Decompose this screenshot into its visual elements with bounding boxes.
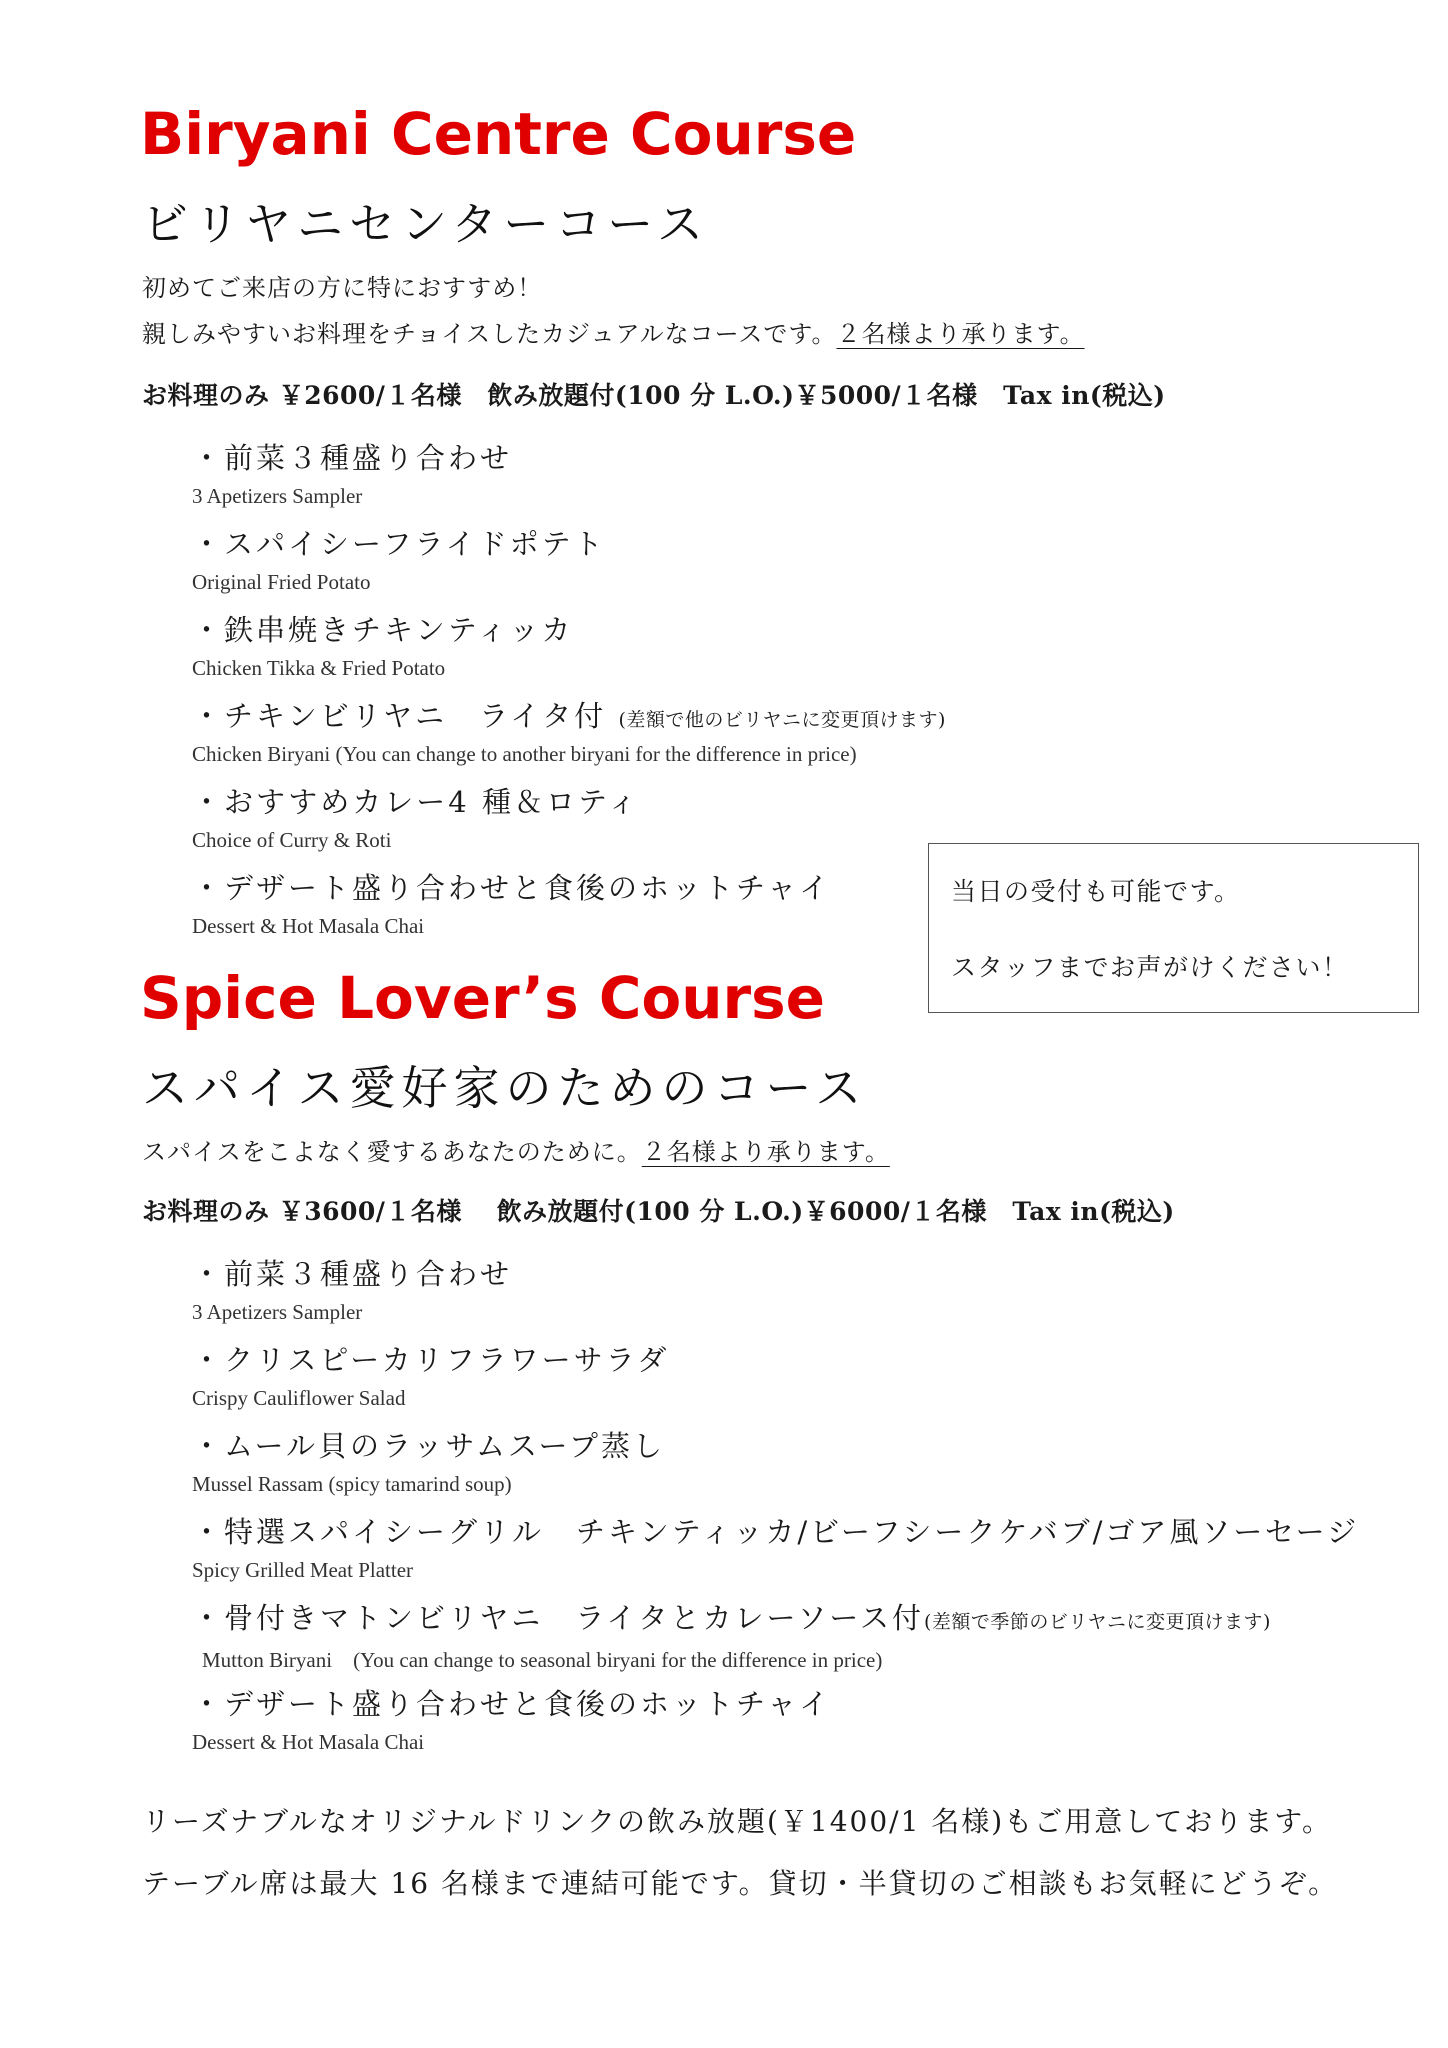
course2-item-jp: ・クリスピーカリフラワーサラダ xyxy=(192,1343,670,1377)
course1-item-en: Choice of Curry & Roti xyxy=(192,828,392,852)
course1-title-en: Biryani Centre Course xyxy=(140,100,857,168)
course1-intro-text: 親しみやすいお料理をチョイスしたカジュアルなコースです。 xyxy=(142,320,837,348)
course2-item-en: Mussel Rassam (spicy tamarind soup) xyxy=(192,1472,512,1496)
notice-line1: 当日の受付も可能です。 xyxy=(951,877,1241,906)
course1-item-note: (差額で他のビリヤニに変更頂けます) xyxy=(618,709,946,731)
course1-intro-min: ２名様より承ります。 xyxy=(836,320,1085,348)
footer-line2: テーブル席は最大 16 名様まで連結可能です。貸切・半貸切のご相談もお気軽にどうぞ。 xyxy=(142,1867,1339,1900)
course2-item-jp: ・前菜３種盛り合わせ xyxy=(192,1257,513,1291)
course1-item-en: 3 Apetizers Sampler xyxy=(192,484,363,508)
course2-item-name: ・骨付きマトンビリヤニ ライタとカレーソース付 xyxy=(192,1601,924,1635)
course2-item-en: 3 Apetizers Sampler xyxy=(192,1300,363,1324)
footer-line1: リーズナブルなオリジナルドリンクの飲み放題(￥1400/1 名様)もご用意しております。 xyxy=(142,1805,1332,1838)
course1-item-jp: ・前菜３種盛り合わせ xyxy=(192,441,513,475)
course1-item-jp: ・スパイシーフライドポテト xyxy=(192,527,606,561)
course1-item-jp: ・鉄串焼きチキンティッカ xyxy=(192,613,574,647)
course1-intro-line1: 初めてご来店の方に特におすすめ！ xyxy=(142,274,543,302)
course2-item-en: Spicy Grilled Meat Platter xyxy=(192,1558,414,1582)
course1-item-name: ・チキンビリヤニ ライタ付 xyxy=(192,699,607,733)
course2-item-en: Crispy Cauliflower Salad xyxy=(192,1386,406,1410)
course2-item-en: Dessert & Hot Masala Chai xyxy=(192,1730,425,1754)
course2-item-jp xyxy=(192,1596,1271,1637)
course1-item-en: Chicken Tikka & Fried Potato xyxy=(192,656,446,680)
course2-intro-line1 xyxy=(142,1132,890,1167)
course2-title-en: Spice Lover’s Course xyxy=(140,964,825,1032)
course1-title-jp: ビリヤニセンターコース xyxy=(142,197,709,251)
course1-intro-line2 xyxy=(142,314,1085,349)
course1-item-en: Original Fried Potato xyxy=(192,570,371,594)
course2-item-en: Mutton Biryani (You can change to seasonal biryani for the difference in price) xyxy=(202,1648,883,1672)
course2-intro-min: ２名様より承ります。 xyxy=(641,1138,890,1166)
course2-price: お料理のみ ￥3600/１名様 飲み放題付(100 分 L.O.)￥6000/１名様 Tax in(税込) xyxy=(142,1197,1175,1226)
course1-item-jp: ・おすすめカレー4 種＆ロティ xyxy=(192,785,640,819)
course2-title-jp: スパイス愛好家のためのコース xyxy=(142,1061,868,1115)
course2-item-jp: ・ムール貝のラッサムスープ蒸し xyxy=(192,1429,666,1463)
course1-item-en: Chicken Biryani (You can change to another biryani for the difference in price) xyxy=(192,742,857,766)
notice-box xyxy=(928,843,1419,1013)
course1-item-en: Dessert & Hot Masala Chai xyxy=(192,914,425,938)
course2-intro-text: スパイスをこよなく愛するあなたのために。 xyxy=(142,1138,642,1166)
course2-item-jp: ・デザート盛り合わせと食後のホットチャイ xyxy=(192,1687,832,1721)
course2-item-jp: ・特選スパイシーグリル チキンティッカ/ビーフシークケバブ/ゴア風ソーセージ xyxy=(192,1515,1360,1549)
course1-item-jp: ・デザート盛り合わせと食後のホットチャイ xyxy=(192,871,832,905)
notice-line2: スタッフまでお声がけください！ xyxy=(951,953,1349,982)
course2-item-note: (差額で季節のビリヤニに変更頂けます) xyxy=(923,1611,1271,1633)
course1-price: お料理のみ ￥2600/１名様 飲み放題付(100 分 L.O.)￥5000/１名様 Tax in(税込) xyxy=(142,381,1166,410)
course1-item-jp xyxy=(192,694,946,735)
